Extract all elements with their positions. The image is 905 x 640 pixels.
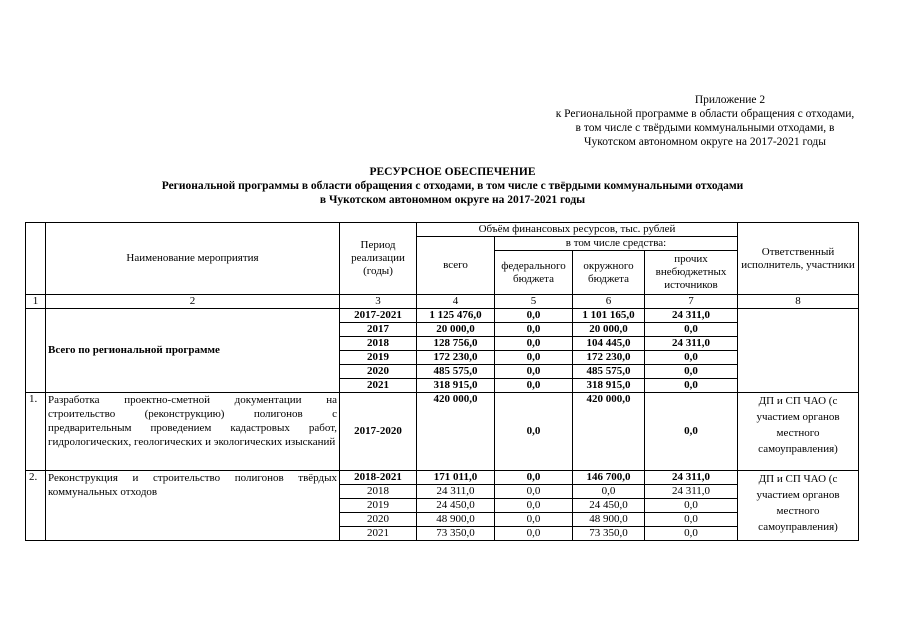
district-cell: 73 350,0 [573, 527, 645, 541]
header-other: прочих внебюджетных источников [645, 251, 738, 295]
total-cell: 128 756,0 [417, 337, 495, 351]
col-number: 1 [26, 295, 46, 309]
total-cell: 48 900,0 [417, 513, 495, 527]
district-cell: 485 575,0 [573, 365, 645, 379]
col-number: 8 [738, 295, 859, 309]
other-cell: 0,0 [645, 379, 738, 393]
district-cell: 318 915,0 [573, 379, 645, 393]
total-cell: 172 230,0 [417, 351, 495, 365]
appendix-block [520, 93, 890, 149]
total-program-label: Всего по региональной программе [46, 309, 340, 393]
header-blank-cell [26, 223, 46, 295]
total-responsible-cell [738, 309, 859, 393]
total-cell: 318 915,0 [417, 379, 495, 393]
total-blank-cell [26, 309, 46, 393]
total-cell: 171 011,0 [417, 471, 495, 485]
other-cell: 0,0 [645, 499, 738, 513]
district-cell: 0,0 [573, 485, 645, 499]
total-cell: 73 350,0 [417, 527, 495, 541]
period-cell: 2021 [340, 527, 417, 541]
district-cell: 104 445,0 [573, 337, 645, 351]
federal-cell: 0,0 [495, 499, 573, 513]
item-1-period: 2017-2020 [340, 393, 417, 471]
period-cell: 2020 [340, 513, 417, 527]
other-cell: 0,0 [645, 351, 738, 365]
header-volume: Объём финансовых ресурсов, тыс. рублей [417, 223, 738, 237]
item-2-name: Реконструкция и строительство полигонов твёрдых коммунальных отходов [46, 471, 340, 541]
period-cell: 2018 [340, 337, 417, 351]
header-federal: федерального бюджета [495, 251, 573, 295]
district-cell: 172 230,0 [573, 351, 645, 365]
district-cell: 1 101 165,0 [573, 309, 645, 323]
item-1-total: 420 000,0 [417, 393, 495, 471]
col-number: 2 [46, 295, 340, 309]
other-cell: 0,0 [645, 527, 738, 541]
item-1-other: 0,0 [645, 393, 738, 471]
appendix-line-3: в том числе с твёрдыми коммунальными отходами, в [575, 122, 835, 134]
period-cell: 2020 [340, 365, 417, 379]
item-2-number: 2. [26, 471, 46, 541]
item-1-number: 1. [26, 393, 46, 471]
header-period: Период реализации (годы) [340, 223, 417, 295]
col-number: 7 [645, 295, 738, 309]
federal-cell: 0,0 [495, 323, 573, 337]
resource-table [25, 222, 859, 541]
appendix-line-4: Чукотском автономном округе на 2017-2021 годы [584, 136, 826, 148]
col-number: 3 [340, 295, 417, 309]
other-cell: 0,0 [645, 513, 738, 527]
header-total: всего [417, 237, 495, 295]
period-cell: 2018 [340, 485, 417, 499]
period-cell: 2017 [340, 323, 417, 337]
federal-cell: 0,0 [495, 337, 573, 351]
total-cell: 20 000,0 [417, 323, 495, 337]
period-cell: 2021 [340, 379, 417, 393]
total-cell: 24 450,0 [417, 499, 495, 513]
federal-cell: 0,0 [495, 527, 573, 541]
other-cell: 0,0 [645, 365, 738, 379]
item-1-district: 420 000,0 [573, 393, 645, 471]
other-cell: 0,0 [645, 323, 738, 337]
total-cell: 485 575,0 [417, 365, 495, 379]
federal-cell: 0,0 [495, 351, 573, 365]
item-1-federal: 0,0 [495, 393, 573, 471]
period-cell: 2019 [340, 499, 417, 513]
other-cell: 24 311,0 [645, 471, 738, 485]
appendix-line-1: Приложение 2 [694, 94, 766, 106]
col-number: 6 [573, 295, 645, 309]
total-cell: 24 311,0 [417, 485, 495, 499]
item-1-name: Разработка проектно-сметной документации на строительство (реконструкцию) полигонов с предварительным проведением кадастровых работ, гидрологических, геологических и экологических изысканий [46, 393, 340, 471]
header-including: в том числе средства: [495, 237, 738, 251]
item-1-responsible: ДП и СП ЧАО (с участием органов местного самоуправления) [738, 393, 859, 471]
period-cell: 2019 [340, 351, 417, 365]
item-2-responsible: ДП и СП ЧАО (с участием органов местного самоуправления) [738, 471, 859, 541]
period-cell: 2018-2021 [340, 471, 417, 485]
document-subtitle-line-1: Региональной программы в области обращения с отходами, в том числе с твёрдыми коммунальными отходами [161, 180, 744, 192]
district-cell: 146 700,0 [573, 471, 645, 485]
document-title: РЕСУРСНОЕ ОБЕСПЕЧЕНИЕ [369, 166, 536, 178]
total-cell: 1 125 476,0 [417, 309, 495, 323]
header-district: окружного бюджета [573, 251, 645, 295]
other-cell: 24 311,0 [645, 485, 738, 499]
federal-cell: 0,0 [495, 309, 573, 323]
federal-cell: 0,0 [495, 379, 573, 393]
document-subtitle-line-2: в Чукотском автономном округе на 2017-2021 годы [319, 194, 586, 206]
federal-cell: 0,0 [495, 365, 573, 379]
col-number: 5 [495, 295, 573, 309]
district-cell: 48 900,0 [573, 513, 645, 527]
other-cell: 24 311,0 [645, 337, 738, 351]
appendix-line-2: к Региональной программе в области обращения с отходами, [555, 108, 855, 120]
col-number: 4 [417, 295, 495, 309]
federal-cell: 0,0 [495, 485, 573, 499]
header-name: Наименование мероприятия [46, 223, 340, 295]
federal-cell: 0,0 [495, 513, 573, 527]
district-cell: 20 000,0 [573, 323, 645, 337]
header-responsible: Ответственный исполнитель, участники [738, 223, 859, 295]
district-cell: 24 450,0 [573, 499, 645, 513]
federal-cell: 0,0 [495, 471, 573, 485]
period-cell: 2017-2021 [340, 309, 417, 323]
other-cell: 24 311,0 [645, 309, 738, 323]
